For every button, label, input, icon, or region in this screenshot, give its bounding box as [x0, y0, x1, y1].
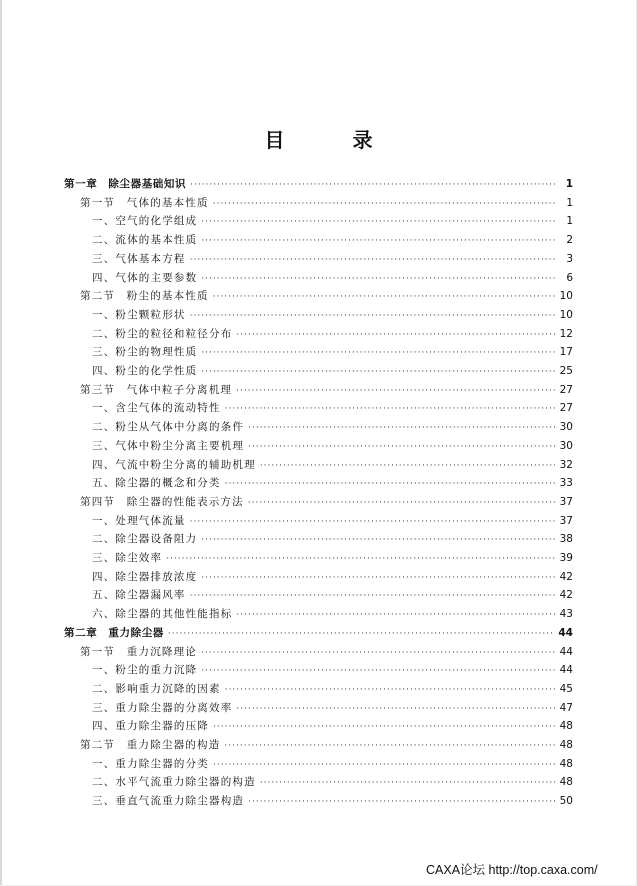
- page-title: [0, 124, 637, 153]
- toc-entry-label: 一、重力除尘器的分类: [92, 757, 209, 770]
- toc-page-number: 10: [559, 308, 573, 321]
- toc-page-number: 44: [559, 664, 573, 677]
- toc-page-number: 42: [559, 570, 573, 583]
- toc-subsection-entry: [92, 437, 573, 455]
- toc-entry-label: 第一节 重力沉降理论: [80, 645, 197, 658]
- toc-entry-label: 一、粉尘的重力沉降: [92, 664, 198, 677]
- toc-dot-leader: [225, 475, 555, 493]
- toc-section-entry: [80, 287, 573, 305]
- toc-subsection-entry: [92, 250, 573, 268]
- toc-page-number: 47: [559, 701, 573, 714]
- toc-subsection-entry: [92, 568, 573, 586]
- toc-subsection-entry: [92, 269, 573, 287]
- toc-subsection-entry: [92, 231, 573, 249]
- toc-entry-label: 二、粉尘从气体中分离的条件: [92, 421, 245, 434]
- toc-section-entry: [80, 493, 573, 511]
- toc-page-number: 38: [559, 533, 573, 546]
- toc-dot-leader: [166, 550, 555, 568]
- toc-subsection-entry: [92, 605, 573, 623]
- toc-entry-label: 二、粉尘的粒径和粒径分布: [92, 327, 233, 340]
- toc-page-number: 3: [566, 252, 573, 265]
- toc-dot-leader: [213, 288, 555, 306]
- toc-entry-label: 第一节 气体的基本性质: [80, 196, 209, 209]
- toc-section-entry: [80, 736, 573, 754]
- toc-subsection-entry: [92, 773, 573, 791]
- toc-page-number: 17: [559, 346, 573, 359]
- toc-entry-label: 四、气体的主要参数: [92, 271, 198, 284]
- toc-dot-leader: [236, 700, 555, 718]
- toc-page-number: 10: [559, 290, 573, 303]
- toc-page-number: 1: [566, 215, 573, 228]
- toc-dot-leader: [225, 400, 555, 418]
- toc-dot-leader: [201, 344, 555, 362]
- toc-subsection-entry: [92, 212, 573, 230]
- toc-dot-leader: [225, 681, 555, 699]
- toc-chapter-entry: [64, 624, 573, 642]
- toc-page-number: 27: [559, 402, 573, 415]
- toc-entry-label: 一、处理气体流量: [92, 514, 186, 527]
- toc-section-entry: [80, 381, 573, 399]
- toc-subsection-entry: [92, 343, 573, 361]
- toc-chapter-entry: [64, 175, 573, 193]
- toc-subsection-entry: [92, 306, 573, 324]
- toc-entry-label: 一、粉尘颗粒形状: [92, 308, 186, 321]
- toc-page-number: 48: [559, 757, 573, 770]
- toc-dot-leader: [168, 625, 554, 643]
- toc-section-entry: [80, 643, 573, 661]
- toc-subsection-entry: [92, 661, 573, 679]
- toc-entry-label: 一、空气的化学组成: [92, 215, 198, 228]
- toc-page-number: 37: [559, 495, 573, 508]
- toc-dot-leader: [236, 326, 555, 344]
- toc-dot-leader: [190, 587, 555, 605]
- toc-entry-label: 四、除尘器排放浓度: [92, 570, 198, 583]
- toc-dot-leader: [236, 382, 555, 400]
- toc-subsection-entry: [92, 418, 573, 436]
- toc-page-number: 48: [559, 739, 573, 751]
- toc-page-number: 44: [559, 645, 573, 658]
- toc-dot-leader: [260, 774, 555, 792]
- toc-subsection-entry: [92, 456, 573, 474]
- toc-entry-label: 六、除尘器的其他性能指标: [92, 608, 233, 621]
- toc-entry-label: 五、除尘器的概念和分类: [92, 477, 221, 490]
- toc-dot-leader: [201, 569, 555, 587]
- toc-subsection-entry: [92, 325, 573, 343]
- toc-dot-leader: [201, 213, 555, 231]
- toc-subsection-entry: [92, 512, 573, 530]
- toc-subsection-entry: [92, 474, 573, 492]
- toc-dot-leader: [190, 176, 555, 194]
- toc-subsection-entry: [92, 680, 573, 698]
- toc-page-number: 30: [559, 439, 573, 452]
- toc-page-number: 1: [565, 178, 573, 190]
- toc-dot-leader: [201, 644, 555, 662]
- toc-entry-label: 三、重力除尘器的分离效率: [92, 701, 233, 714]
- watermark-text: CAXA论坛 http://top.caxa.com/: [426, 863, 598, 877]
- toc-dot-leader: [201, 363, 555, 381]
- toc-entry-label: 二、流体的基本性质: [92, 234, 198, 247]
- toc-page-number: 43: [559, 608, 573, 621]
- toc-page-number: 32: [559, 458, 573, 471]
- toc-entry-label: 五、除尘器漏风率: [92, 589, 186, 602]
- toc-entry-label: 二、水平气流重力除尘器的构造: [92, 776, 256, 789]
- toc-dot-leader: [224, 737, 555, 755]
- toc-subsection-entry: [92, 792, 573, 810]
- toc-entry-label: 第二节 粉尘的基本性质: [80, 290, 209, 303]
- toc-page-number: 6: [566, 271, 573, 284]
- toc-entry-label: 四、重力除尘器的压降: [92, 720, 209, 733]
- toc-page-number: 44: [558, 626, 573, 639]
- toc-entry-label: 四、气流中粉尘分离的辅助机理: [92, 458, 256, 471]
- toc-entry-label: 三、气体中粉尘分离主要机理: [92, 439, 245, 452]
- toc-page-number: 12: [559, 327, 573, 340]
- toc-entry-label: 第四节 除尘器的性能表示方法: [80, 495, 244, 508]
- toc-subsection-entry: [92, 699, 573, 717]
- toc-dot-leader: [201, 531, 555, 549]
- toc-page-number: 30: [559, 421, 573, 434]
- toc-page-number: 33: [559, 477, 573, 490]
- toc-dot-leader: [248, 494, 555, 512]
- toc-dot-leader: [248, 419, 555, 437]
- toc-dot-leader: [213, 195, 555, 213]
- toc-subsection-entry: [92, 549, 573, 567]
- toc-entry-label: 第二章 重力除尘器: [64, 626, 164, 639]
- toc-entry-label: 第三节 气体中粒子分离机理: [80, 383, 233, 396]
- toc-page-number: 2: [566, 234, 573, 247]
- toc-subsection-entry: [92, 717, 573, 735]
- toc-page-number: 39: [559, 552, 573, 564]
- toc-dot-leader: [260, 457, 555, 475]
- toc-page-number: 37: [559, 514, 573, 527]
- toc-dot-leader: [190, 307, 555, 325]
- toc-subsection-entry: [92, 362, 573, 380]
- toc-dot-leader: [248, 793, 555, 811]
- toc-entry-label: 一、含尘气体的流动特性: [92, 402, 221, 415]
- toc-section-entry: [80, 194, 573, 212]
- toc-dot-leader: [201, 270, 555, 288]
- toc-dot-leader: [248, 438, 555, 456]
- toc-page-number: 48: [559, 776, 573, 789]
- title-char-2: 录: [352, 128, 373, 152]
- toc-entry-label: 二、影响重力沉降的因素: [92, 682, 221, 695]
- toc-dot-leader: [201, 232, 555, 250]
- toc-page-number: 45: [559, 682, 573, 695]
- toc-page-number: 48: [559, 720, 573, 733]
- toc-dot-leader: [213, 718, 555, 736]
- toc-entry-label: 第二节 重力除尘器的构造: [80, 739, 221, 751]
- toc-page-number: 25: [559, 365, 573, 377]
- toc-dot-leader: [236, 606, 555, 624]
- toc-subsection-entry: [92, 755, 573, 773]
- toc-page-number: 50: [559, 795, 573, 808]
- toc-entry-label: 三、气体基本方程: [92, 252, 186, 265]
- toc-dot-leader: [190, 513, 555, 531]
- toc-entry-label: 第一章 除尘器基础知识: [64, 178, 187, 190]
- toc-dot-leader: [190, 251, 555, 269]
- toc-page-number: 1: [566, 196, 573, 209]
- toc-entry-label: 四、粉尘的化学性质: [92, 365, 198, 377]
- toc-page-number: 27: [559, 383, 573, 396]
- toc-dot-leader: [213, 756, 555, 774]
- toc-page-number: 42: [559, 589, 573, 602]
- title-char-1: 目: [264, 128, 285, 152]
- toc-dot-leader: [201, 662, 555, 680]
- toc-subsection-entry: [92, 530, 573, 548]
- toc-entry-label: 三、粉尘的物理性质: [92, 346, 198, 359]
- toc-subsection-entry: [92, 586, 573, 604]
- toc-entry-label: 三、垂直气流重力除尘器构造: [92, 795, 245, 808]
- toc-entry-label: 三、除尘效率: [92, 552, 163, 564]
- toc-subsection-entry: [92, 399, 573, 417]
- toc-entry-label: 二、除尘器设备阻力: [92, 533, 198, 546]
